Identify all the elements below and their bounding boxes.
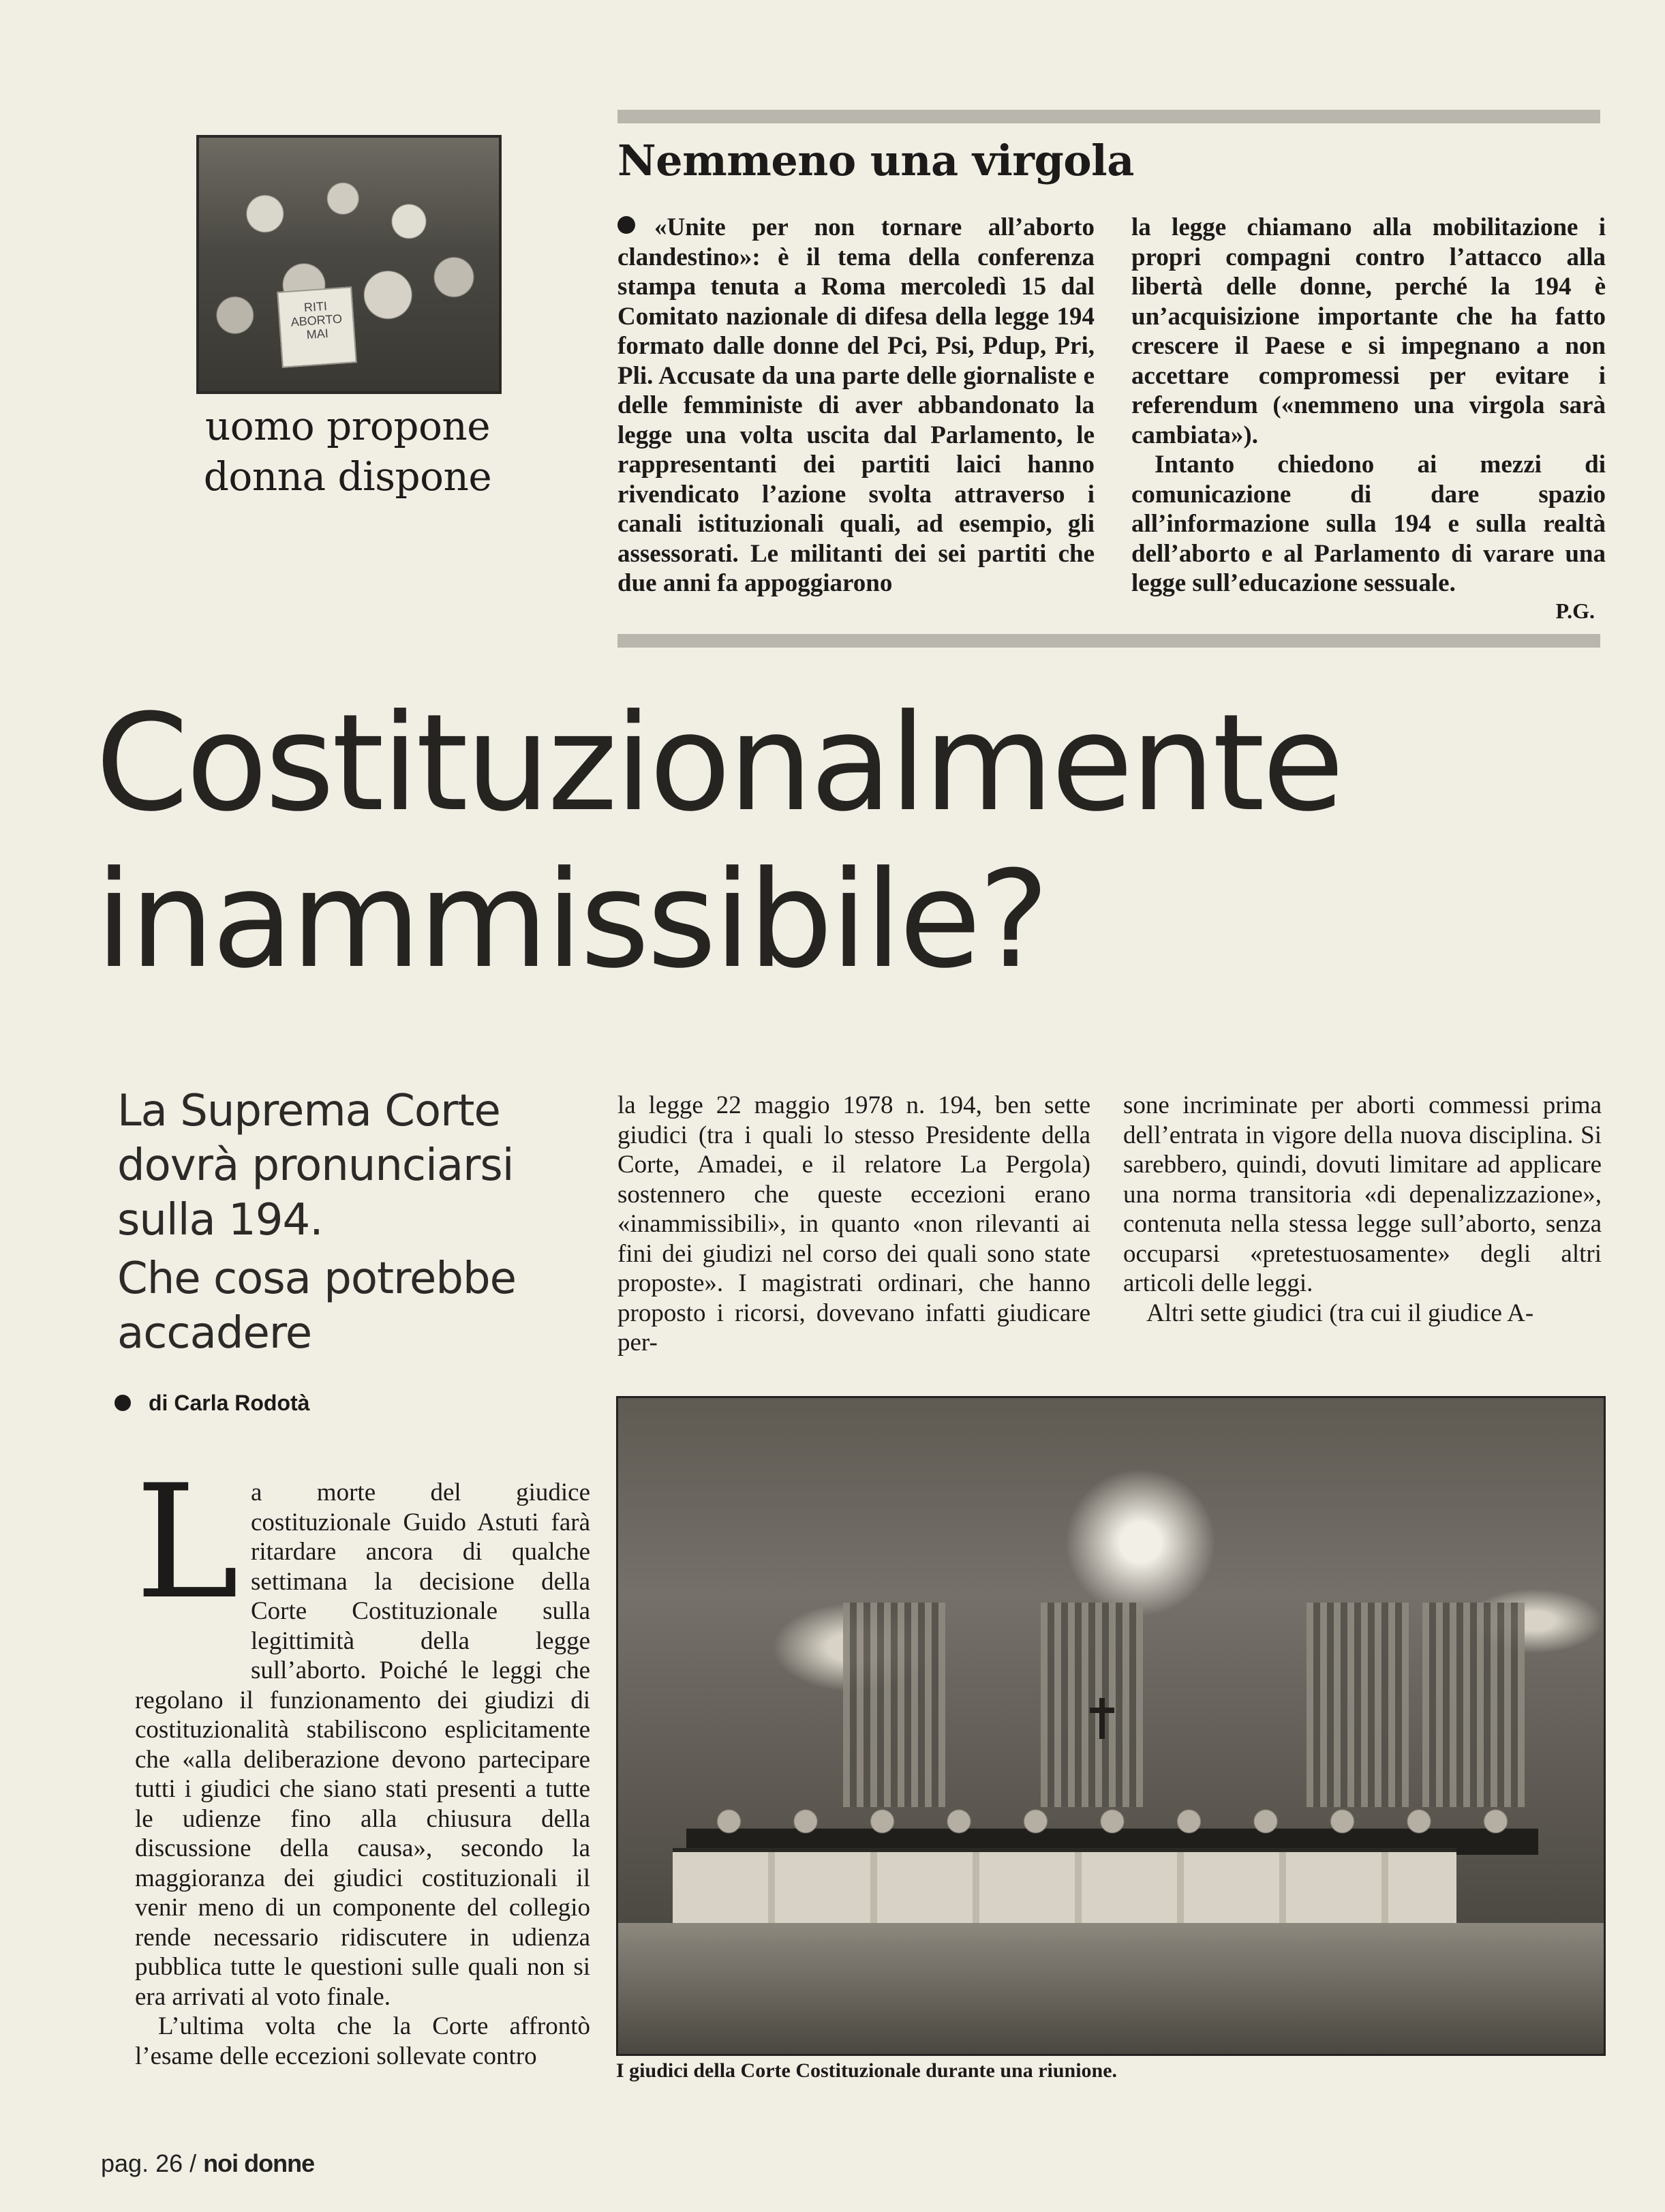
deck-line5: accadere: [117, 1308, 312, 1359]
article-paragraph: L’ultima volta che la Corte affrontò l’esame delle eccezioni sollevate contro: [135, 2012, 590, 2070]
box-paragraph-1-text: «Unite per non tornare all’aborto clandestino»: è il tema della conferenza stampa tenuta a Roma mercoledì 15 dal Comitato nazionale di difesa della legge 194 formato dalle donne del Pci, Psi, Pdup, Pri, Pli. Accusate da una parte delle giornaliste e delle femministe di aver abbandonato la legge una volta uscita dal Parlamento, le rappresentanti dei partiti laici hanno rivendicato l’azione svolta attraverso i canali istituzionali quali, ad esempio, gli assessorati. Le militanti dei sei partiti che due anni fa appoggiarono: [617, 213, 1095, 597]
court-photo-caption: I giudici della Corte Costituzionale durante una riunione.: [616, 2059, 1118, 2082]
curtain: [1422, 1603, 1525, 1807]
article-paragraph: a morte del giudice costituzionale Guido Astuti farà ritardare ancora di qualche settimana la decisione della Corte Costituzionale sulla legittimità della legge sull’aborto. Poiché le leggi che regolano il funzionamento dei giudizi di costituzionalità stabiliscono esplicitamente che «alla deliberazione devono partecipare tutti i giudici che siano stati presenti a tutte le udienze fino alla chiusura della discussione della causa», secondo la maggioranza dei giudici costituzionali il venir meno di un componente del collegio rende necessario ridiscutere in udienza pubblica tutte le questioni sulle quali non si era arrivati al voto finale.: [135, 1479, 590, 2011]
photo-caption: [184, 401, 511, 502]
article-paragraph: sone incriminate per aborti commessi prima dell’entrata in vigore della nuova disciplina. Si sarebbero, quindi, dovuti limitare ad applicare una norma transitoria «di depenalizzazione», contenuta nella stessa legge sull’aborto, senza occuparsi «pretestuosamente» degli altri articoli delle leggi.: [1123, 1091, 1602, 1297]
deck-line3: sulla 194.: [117, 1195, 323, 1245]
drop-cap: L: [135, 1452, 239, 1634]
publication-name: noi donne: [203, 2149, 315, 2177]
headline-line1: Costituzionalmente: [95, 686, 1342, 841]
box-top-rule: [617, 110, 1600, 123]
protest-sign: RITI ABORTO MAI: [277, 286, 357, 367]
box-title: Nemmeno una virgola: [617, 136, 1134, 185]
crucifix-icon: [1099, 1698, 1105, 1739]
article-column-2: [617, 1091, 1090, 1358]
bullet-icon: [617, 216, 635, 234]
page-number: pag. 26 /: [101, 2149, 197, 2177]
deck-line4: Che cosa potrebbe: [117, 1254, 516, 1304]
byline: [114, 1389, 455, 1416]
curtain: [1041, 1603, 1143, 1807]
bullet-icon: [114, 1395, 131, 1411]
headline-line2: inammissibile?: [95, 843, 1047, 998]
judges-bench: [673, 1848, 1456, 1927]
box-paragraph-1: [617, 213, 1095, 599]
box-column-2: [1131, 213, 1606, 599]
box-signature: P.G.: [1555, 599, 1595, 623]
box-paragraph-1-continued: [1131, 213, 1606, 450]
photo-caption-line2: donna dispone: [203, 453, 492, 500]
article-paragraph: Altri sette giudici (tra cui il giudice A-: [1146, 1299, 1534, 1327]
deck: [117, 1084, 540, 1361]
court-photo: [616, 1396, 1606, 2056]
box-column-1: [617, 213, 1095, 599]
byline-text: di Carla Rodotà: [149, 1391, 310, 1415]
courtroom-floor: [618, 1923, 1604, 2054]
box-paragraph-1-text-continued: la legge chiamano alla mobilitazione i propri compagni contro l’attacco alla libertà delle donne, perché la 194 è un’acquisizione importante che ha fatto crescere il Paese e si impegnano a non accettare compromessi per evitare i referendum («nemmeno una virgola sarà cambiata»).: [1131, 213, 1606, 449]
headline: [95, 685, 1608, 999]
box-paragraph-2: Intanto chiedono ai mezzi di comunicazione di dare spazio all’informazione sulla 194 e sulla realtà dell’aborto e al Parlamento di varare una legge sull’educazione sessuale.: [1131, 451, 1606, 597]
box-bottom-rule: [617, 634, 1600, 648]
protest-photo: [196, 135, 502, 394]
deck-line1: La Suprema Corte: [117, 1086, 500, 1136]
article-column-1: [135, 1452, 590, 2071]
curtain: [1307, 1603, 1409, 1807]
page-footer: [101, 2149, 510, 2179]
deck-line2: dovrà pronunciarsi: [117, 1140, 514, 1191]
article-column-3: [1123, 1091, 1602, 1328]
article-paragraph: la legge 22 maggio 1978 n. 194, ben sette giudici (tra i quali lo stesso Presidente della Corte, Amadei, e il relatore La Pergola) sostennero che queste eccezioni erano «inammissibili», in quanto «non rilevanti ai fini dei giudizi nel corso dei quali sono state proposte». I magistrati ordinari, che hanno proposto i ricorsi, dovevano infatti giudicare per-: [617, 1091, 1090, 1357]
curtain: [843, 1603, 945, 1807]
photo-caption-line1: uomo propone: [204, 403, 491, 449]
